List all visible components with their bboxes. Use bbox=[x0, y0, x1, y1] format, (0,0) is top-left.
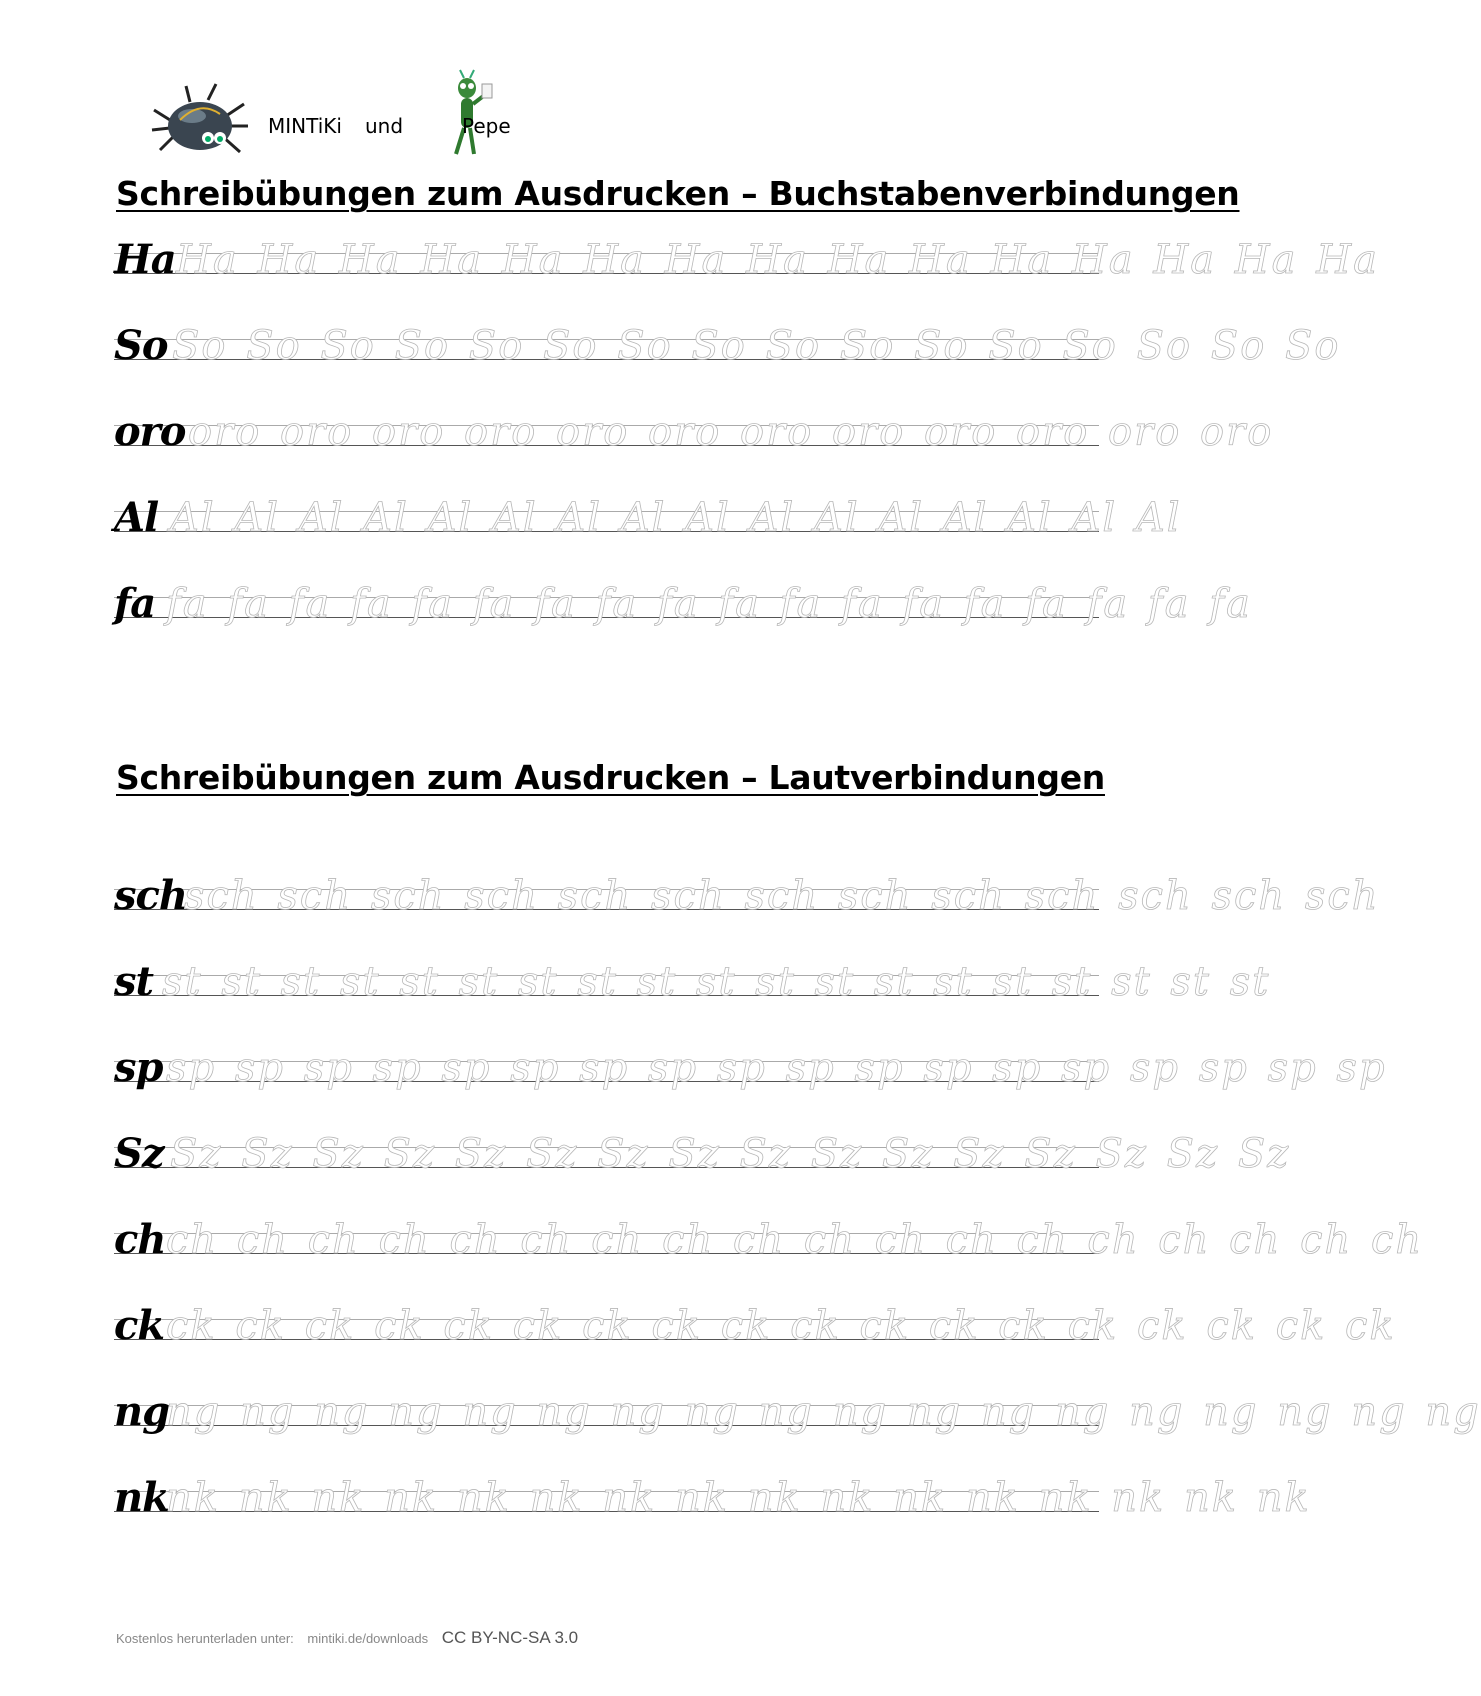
model-syllable: sp bbox=[114, 1044, 163, 1091]
footer-label: Kostenlos herunterladen unter: bbox=[116, 1631, 294, 1646]
footer bbox=[116, 1628, 578, 1648]
practice-row bbox=[114, 1120, 1291, 1180]
model-syllable: ng bbox=[114, 1388, 170, 1435]
model-syllable: Al bbox=[114, 494, 159, 541]
practice-row bbox=[114, 312, 1341, 372]
license-text: CC BY-NC-SA 3.0 bbox=[441, 1628, 579, 1647]
model-syllable: oro bbox=[114, 408, 186, 455]
model-syllable: So bbox=[114, 322, 168, 369]
trace-syllables: So So So So So So So So So So So So So So So So bbox=[172, 323, 1341, 369]
practice-row bbox=[114, 398, 1274, 458]
trace-syllables: sp sp sp sp sp sp sp sp sp sp sp sp sp sp sp sp sp sp bbox=[166, 1045, 1387, 1091]
model-syllable: fa bbox=[114, 580, 156, 627]
header bbox=[150, 70, 570, 160]
model-syllable: Sz bbox=[114, 1130, 164, 1177]
brand-name: MINTiKi bbox=[268, 114, 342, 138]
trace-syllables: Sz Sz Sz Sz Sz Sz Sz Sz Sz Sz Sz Sz Sz Sz Sz Sz bbox=[170, 1131, 1291, 1177]
practice-row bbox=[114, 1464, 1311, 1524]
mascot-name: Pepe bbox=[462, 114, 511, 138]
trace-syllables: ch ch ch ch ch ch ch ch ch ch ch ch ch ch ch ch ch ch bbox=[166, 1217, 1424, 1263]
brand-connector: und bbox=[365, 114, 404, 138]
trace-syllables: fa fa fa fa fa fa fa fa fa fa fa fa fa fa fa fa fa fa bbox=[166, 581, 1252, 627]
trace-syllables: oro oro oro oro oro oro oro oro oro oro oro oro bbox=[188, 409, 1274, 455]
trace-syllables: st st st st st st st st st st st st st st st st st st st bbox=[162, 959, 1271, 1005]
practice-row bbox=[114, 484, 1182, 544]
model-syllable: ck bbox=[114, 1302, 165, 1349]
practice-row bbox=[114, 1378, 1481, 1438]
model-syllable: Ha bbox=[114, 236, 176, 283]
practice-row bbox=[114, 1292, 1396, 1352]
practice-row bbox=[114, 862, 1380, 922]
practice-row bbox=[114, 1206, 1424, 1266]
practice-row bbox=[114, 226, 1379, 286]
trace-syllables: ck ck ck ck ck ck ck ck ck ck ck ck ck ck ck ck ck ck bbox=[166, 1303, 1396, 1349]
bug-mascot-icon bbox=[150, 80, 250, 160]
practice-row bbox=[114, 948, 1271, 1008]
model-syllable: st bbox=[114, 958, 153, 1005]
trace-syllables: sch sch sch sch sch sch sch sch sch sch sch sch sch bbox=[184, 873, 1380, 919]
trace-syllables: Al Al Al Al Al Al Al Al Al Al Al Al Al Al Al Al bbox=[170, 495, 1182, 541]
trace-syllables: nk nk nk nk nk nk nk nk nk nk nk nk nk nk nk nk bbox=[166, 1475, 1311, 1521]
trace-syllables: Ha Ha Ha Ha Ha Ha Ha Ha Ha Ha Ha Ha Ha Ha Ha bbox=[176, 237, 1379, 283]
model-syllable: sch bbox=[114, 872, 187, 919]
practice-row bbox=[114, 1034, 1387, 1094]
trace-syllables: ng ng ng ng ng ng ng ng ng ng ng ng ng ng ng ng ng ng bbox=[166, 1389, 1481, 1435]
download-link[interactable]: mintiki.de/downloads bbox=[307, 1631, 429, 1646]
section-title-sound-connections: Schreibübungen zum Ausdrucken – Lautverbindungen bbox=[116, 758, 1105, 797]
model-syllable: nk bbox=[114, 1474, 169, 1521]
practice-row bbox=[114, 570, 1252, 630]
model-syllable: ch bbox=[114, 1216, 166, 1263]
section-title-letter-connections: Schreibübungen zum Ausdrucken – Buchstabenverbindungen bbox=[116, 174, 1240, 213]
